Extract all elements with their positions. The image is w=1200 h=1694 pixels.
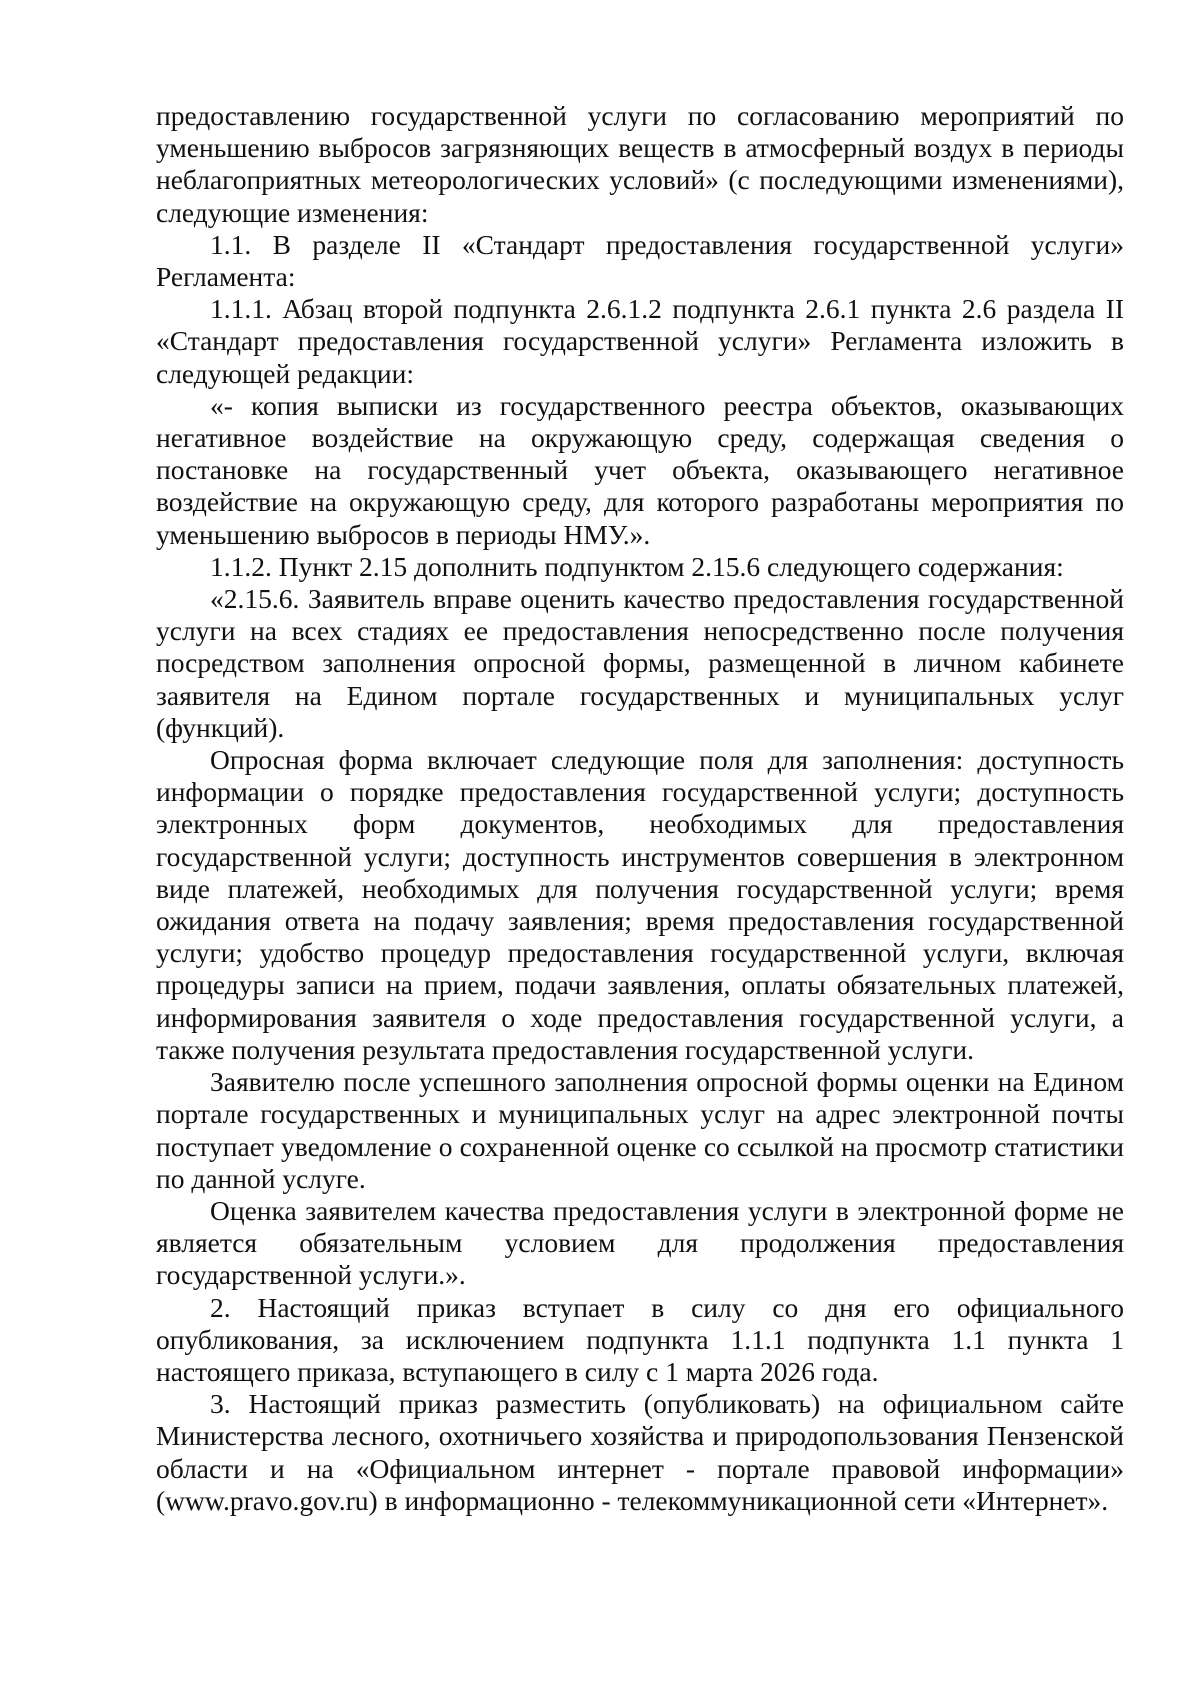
paragraph-2-15-6: «2.15.6. Заявитель вправе оценить качество предоставления государственной услуги на всех стадиях ее предоставления непосредственно после получения посредством заполнения опросной формы, размещенной в личном кабинете заявителя на Едином портале государственных и муниципальных услуг (функций). bbox=[156, 583, 1124, 743]
paragraph-quote-copy: «- копия выписки из государственного реестра объектов, оказывающих негативное воздействие на окружающую среду, содержащая сведения о постановке на государственный учет объекта, оказывающего негативное воздействие на окружающую среду, для которого разработаны мероприятия по уменьшению выбросов в периоды НМУ.». bbox=[156, 389, 1124, 550]
paragraph-assessment: Оценка заявителем качества предоставления услуги в электронной форме не является обязательным условием для продолжения предоставления государственной услуги.». bbox=[156, 1194, 1124, 1291]
paragraph-continuation: предоставлению государственной услуги по согласованию мероприятий по уменьшению выбросов загрязняющих веществ в атмосферный воздух в периоды неблагоприятных метеорологических условий» (с последующими изменениями), следующие изменения: bbox=[156, 100, 1124, 228]
paragraph-2-effect: 2. Настоящий приказ вступает в силу со дня его официального опубликования, за исключением подпункта 1.1.1 подпункта 1.1 пункта 1 настоящего приказа, вступающего в силу с 1 марта 2026 года. bbox=[156, 1291, 1124, 1387]
document-page bbox=[156, 100, 1124, 1517]
paragraph-1-1-2: 1.1.2. Пункт 2.15 дополнить подпунктом 2.15.6 следующего содержания: bbox=[210, 550, 1064, 582]
paragraph-1-1-1: 1.1.1. Абзац второй подпункта 2.6.1.2 подпункта 2.6.1 пункта 2.6 раздела II «Стандарт предоставления государственной услуги» Регламента изложить в следующей редакции: bbox=[156, 293, 1124, 389]
paragraph-notification: Заявителю после успешного заполнения опросной формы оценки на Едином портале государственных и муниципальных услуг на адрес электронной почты поступает уведомление о сохраненной оценке со ссылкой на просмотр статистики по данной услуге. bbox=[156, 1066, 1124, 1194]
paragraph-1-1: 1.1. В разделе II «Стандарт предоставления государственной услуги» Регламента: bbox=[156, 228, 1124, 293]
paragraph-3-publish: 3. Настоящий приказ разместить (опубликовать) на официальном сайте Министерства лесного, охотничьего хозяйства и природопользования Пензенской области и на «Официальном интернет - портале правовой информации» (www.pravo.gov.ru) в информационно - телекоммуникационной сети «Интернет». bbox=[156, 1388, 1124, 1516]
paragraph-survey-fields: Опросная форма включает следующие поля для заполнения: доступность информации о порядке предоставления государственной услуги; доступность электронных форм документов, необходимых для предоставления государственной услуги; доступность инструментов совершения в электронном виде платежей, необходимых для получения государственной услуги; время ожидания ответа на подачу заявления; время предоставления государственной услуги; удобство процедур предоставления государственной услуги, включая процедуры записи на прием, подачи заявления, оплаты обязательных платежей, информирования заявителя о ходе предоставления государственной услуги, а также получения результата предоставления государственной услуги. bbox=[156, 744, 1124, 1065]
